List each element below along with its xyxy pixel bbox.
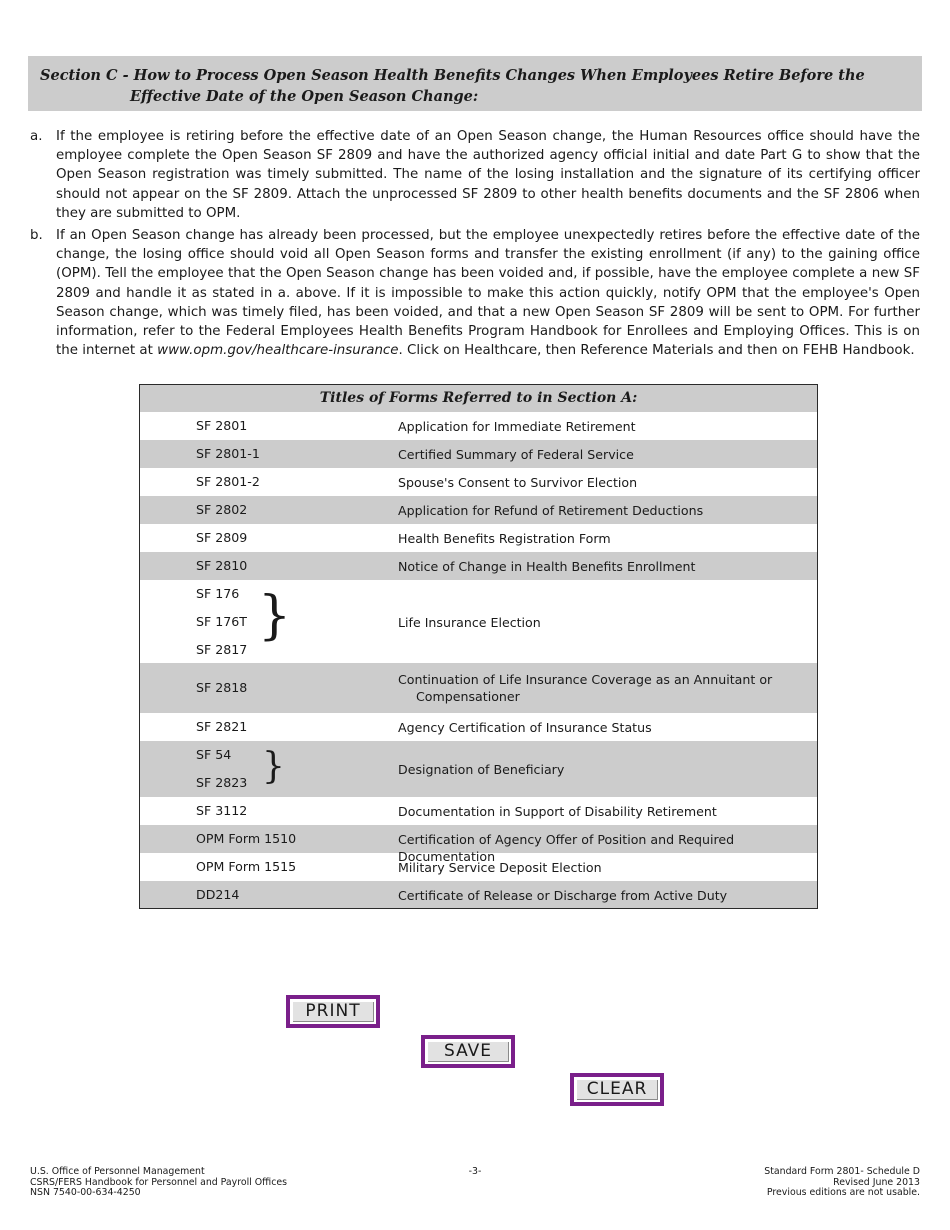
section-c-heading (28, 56, 922, 111)
save-button[interactable] (421, 1035, 515, 1068)
save-button-label[interactable]: SAVE (427, 1041, 509, 1062)
clear-button-label[interactable]: CLEAR (576, 1079, 658, 1100)
form-code: SF 176T (196, 614, 247, 629)
forms-table-title: Titles of Forms Referred to in Section A: (140, 385, 817, 412)
form-code: SF 2821 (196, 719, 248, 734)
form-code: SF 2818 (196, 680, 248, 695)
form-title: Certificate of Release or Discharge from Active Duty (398, 888, 728, 903)
footer-form-info (764, 1167, 920, 1199)
form-code: DD214 (196, 887, 240, 902)
form-code: SF 2823 (196, 775, 248, 790)
form-code: OPM Form 1510 (196, 831, 297, 846)
form-title: Agency Certification of Insurance Status (398, 720, 652, 735)
footer-form-line: Revised June 2013 (833, 1176, 920, 1188)
form-title: Documentation in Support of Disability Retirement (398, 804, 717, 819)
form-title: Certified Summary of Federal Service (398, 447, 634, 462)
paragraph-b-text-start: If an Open Season change has already been processed, but the employee unexpectedly retires before the effective date of the change, the losing office should void all Open Season forms and transfer the existing enrollment (if any) to the gaining office (OPM). Tell the employee that the Open Season change has been voided and, if possible, have the employee complete a new SF 2809 and handle it as stated in a. above. If it is impossible to make this action quickly, notify OPM that the employee's Open Season change, which was timely filed, has been voided, and that a new Open Season SF 2809 will be sent to OPM. For further information, refer to the Federal Employees Health Benefits Program Handbook for Enrollees and Employing Offices. This is on the internet at (56, 228, 920, 359)
table-row (140, 468, 817, 496)
opm-website-link: www.opm.gov/healthcare-insurance (157, 343, 399, 359)
form-title: Designation of Beneficiary (398, 762, 565, 777)
section-c-heading-line2: Effective Date of the Open Season Change: (130, 88, 479, 105)
paragraph-b (30, 226, 920, 360)
table-row (140, 412, 817, 440)
form-title: Military Service Deposit Election (398, 860, 602, 875)
form-code: OPM Form 1515 (196, 859, 297, 874)
table-row (140, 825, 817, 864)
paragraph-a-marker: a. (30, 129, 43, 144)
table-row (140, 713, 817, 741)
table-row (140, 552, 817, 580)
table-row (140, 580, 817, 663)
form-code: SF 2802 (196, 502, 248, 517)
form-code: SF 2817 (196, 642, 248, 657)
table-row (140, 440, 817, 468)
footer-agency-line: CSRS/FERS Handbook for Personnel and Payroll Offices (30, 1176, 288, 1188)
footer-agency-line: U.S. Office of Personnel Management (30, 1166, 205, 1177)
form-code: SF 54 (196, 747, 232, 762)
right-brace-icon: } (262, 746, 285, 787)
form-title: Certification of Agency Offer of Position and Required Documentation (398, 832, 735, 864)
form-title: Notice of Change in Health Benefits Enrollment (398, 559, 696, 574)
section-c-heading-line1: Section C - How to Process Open Season Health Benefits Changes When Employees Retire Before the (40, 67, 865, 84)
paragraph-a (30, 127, 920, 223)
form-title: Life Insurance Election (398, 615, 541, 630)
footer-agency-line: NSN 7540-00-634-4250 (30, 1187, 141, 1199)
form-title: Health Benefits Registration Form (398, 531, 611, 546)
table-row (140, 741, 817, 797)
footer-form-line: Standard Form 2801- Schedule D (764, 1166, 920, 1177)
table-row (140, 524, 817, 552)
form-title-line2: Compensationer (416, 689, 520, 704)
form-code: SF 2810 (196, 558, 248, 573)
footer-form-line: Previous editions are not usable. (766, 1187, 920, 1199)
form-title: Application for Immediate Retirement (398, 419, 636, 434)
form-code: SF 2809 (196, 530, 248, 545)
paragraph-b-text (56, 226, 920, 360)
paragraph-a-text: If the employee is retiring before the effective date of an Open Season change, the Human Resources office should have the employee complete the Open Season SF 2809 and have the authorized agency official initial and date Part G to show that the Open Season registration was timely submitted. The name of the losing installation and the signature of its certifying officer should not appear on the SF 2809. Attach the unprocessed SF 2809 to other health benefits documents and the SF 2806 when they are submitted to OPM. (56, 129, 920, 221)
print-button-label[interactable]: PRINT (292, 1001, 374, 1022)
table-row (140, 496, 817, 524)
table-row (140, 881, 817, 908)
form-code: SF 2801 (196, 418, 248, 433)
form-code: SF 176 (196, 586, 240, 601)
form-code: SF 2801-1 (196, 446, 260, 461)
table-row (140, 797, 817, 825)
form-title-line1: Continuation of Life Insurance Coverage as an Annuitant or (398, 672, 773, 687)
clear-button[interactable] (570, 1073, 664, 1106)
right-brace-icon: } (258, 586, 292, 646)
paragraph-b-text-end: . Click on Healthcare, then Reference Materials and then on FEHB Handbook. (398, 343, 915, 359)
form-title: Application for Refund of Retirement Deductions (398, 503, 704, 518)
print-button[interactable] (286, 995, 380, 1028)
paragraph-b-marker: b. (30, 228, 43, 243)
form-code: SF 2801-2 (196, 474, 260, 489)
forms-table (139, 384, 818, 909)
page-number: -3- (468, 1166, 482, 1177)
form-title (398, 671, 808, 705)
form-title: Spouse's Consent to Survivor Election (398, 475, 638, 490)
footer-agency (30, 1167, 287, 1199)
form-code: SF 3112 (196, 803, 248, 818)
table-row (140, 853, 817, 881)
table-row (140, 663, 817, 713)
